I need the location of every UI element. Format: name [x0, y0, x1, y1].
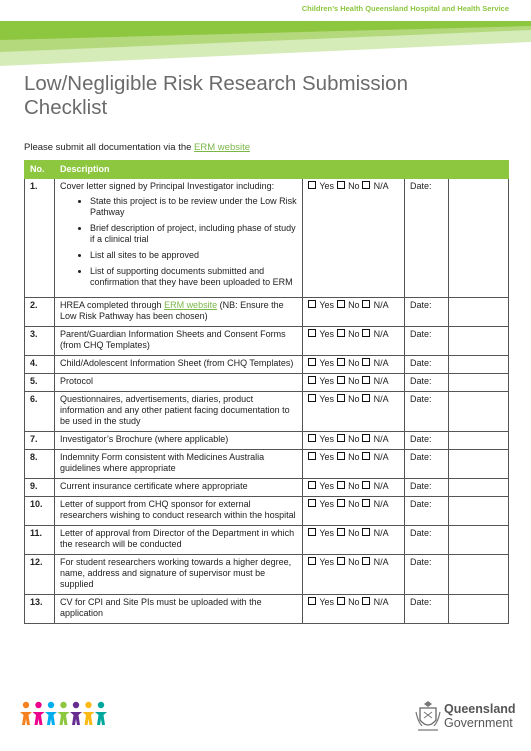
- item-number: 6.: [25, 392, 55, 432]
- description-text: Letter of support from CHQ sponsor for external researchers wishing to conduct research within the hospital: [60, 499, 296, 520]
- na-checkbox[interactable]: [362, 394, 370, 402]
- no-label: No: [348, 394, 360, 404]
- person-figure-icon: [33, 702, 45, 725]
- item-description: [55, 374, 303, 392]
- table-row: [25, 450, 509, 479]
- table-row: [25, 497, 509, 526]
- checklist-table: [24, 160, 509, 624]
- description-text: For student researchers working towards a higher degree, name, address and signature of supervisor must be supplied: [60, 557, 292, 589]
- description-text: Letter of approval from Director of the Department in which the research will be conducted: [60, 528, 295, 549]
- yes-label: Yes: [319, 358, 335, 368]
- description-text: CV for CPI and Site PIs must be uploaded with the application: [60, 597, 262, 618]
- na-label: N/A: [373, 394, 389, 404]
- response-options: [303, 555, 405, 595]
- item-number: 9.: [25, 479, 55, 497]
- description-text: Current insurance certificate where appropriate: [60, 481, 248, 491]
- person-figure-icon: [58, 702, 70, 725]
- item-description: [55, 450, 303, 479]
- date-label: Date:: [405, 497, 449, 526]
- na-checkbox[interactable]: [362, 499, 370, 507]
- response-options: [303, 374, 405, 392]
- list-item: • List all sites to be approved: [90, 250, 298, 261]
- table-row: [25, 298, 509, 327]
- na-label: N/A: [373, 434, 389, 444]
- no-label: No: [348, 597, 360, 607]
- yes-checkbox[interactable]: [308, 376, 316, 384]
- response-options: [303, 595, 405, 624]
- response-options: [303, 179, 405, 298]
- item-number: 12.: [25, 555, 55, 595]
- item-number: 1.: [25, 179, 55, 298]
- date-entry-cell[interactable]: [449, 450, 509, 479]
- yes-label: Yes: [319, 481, 335, 491]
- na-label: N/A: [373, 300, 389, 310]
- yes-checkbox[interactable]: [308, 329, 316, 337]
- coat-of-arms-icon: [414, 700, 442, 734]
- no-label: No: [348, 376, 360, 386]
- na-checkbox[interactable]: [362, 358, 370, 366]
- header-description: Description: [55, 161, 509, 179]
- date-label: Date:: [405, 298, 449, 327]
- no-label: No: [348, 434, 360, 444]
- na-checkbox[interactable]: [362, 181, 370, 189]
- table-row: [25, 526, 509, 555]
- table-row: [25, 479, 509, 497]
- header-band: [0, 0, 531, 66]
- date-entry-cell[interactable]: [449, 555, 509, 595]
- table-row: [25, 179, 509, 298]
- table-row: [25, 432, 509, 450]
- na-label: N/A: [373, 481, 389, 491]
- no-checkbox[interactable]: [337, 358, 345, 366]
- intro-sentence: Please submit all documentation via the: [24, 142, 195, 153]
- date-entry-cell[interactable]: [449, 497, 509, 526]
- response-options: [303, 479, 405, 497]
- date-entry-cell[interactable]: [449, 374, 509, 392]
- table-row: [25, 392, 509, 432]
- date-label: Date:: [405, 479, 449, 497]
- item-description: [55, 479, 303, 497]
- yes-label: Yes: [319, 376, 335, 386]
- description-text: HREA completed through: [60, 300, 165, 310]
- yes-checkbox[interactable]: [308, 481, 316, 489]
- item-number: 13.: [25, 595, 55, 624]
- na-label: N/A: [373, 376, 389, 386]
- yes-label: Yes: [319, 181, 335, 191]
- yes-label: Yes: [319, 452, 335, 462]
- description-text: Questionnaires, advertisements, diaries, product information and any other patient facing documentation to be used in the study: [60, 394, 290, 426]
- response-options: [303, 432, 405, 450]
- cover-letter-requirements-list: [60, 196, 298, 288]
- no-checkbox[interactable]: [337, 528, 345, 536]
- na-checkbox[interactable]: [362, 452, 370, 460]
- no-label: No: [348, 557, 360, 567]
- person-figure-icon: [95, 702, 107, 725]
- yes-checkbox[interactable]: [308, 300, 316, 308]
- date-label: Date:: [405, 374, 449, 392]
- no-label: No: [348, 481, 360, 491]
- queensland-government-logo: [414, 700, 514, 736]
- description-note: (NB: Ensure the Low Risk Pathway has been chosen): [60, 300, 284, 321]
- date-entry-cell[interactable]: [449, 526, 509, 555]
- person-figure-icon: [20, 702, 32, 725]
- description-text: Protocol: [60, 376, 94, 386]
- no-checkbox[interactable]: [337, 394, 345, 402]
- no-checkbox[interactable]: [337, 481, 345, 489]
- response-options: [303, 356, 405, 374]
- yes-label: Yes: [319, 394, 335, 404]
- page-title: Low/Negligible Risk Research Submission Checklist: [24, 72, 408, 119]
- response-options: [303, 298, 405, 327]
- no-checkbox[interactable]: [337, 452, 345, 460]
- no-label: No: [348, 181, 360, 191]
- header-no: No.: [25, 161, 55, 179]
- yes-label: Yes: [319, 499, 335, 509]
- yes-label: Yes: [319, 597, 335, 607]
- item-description: [55, 526, 303, 555]
- date-label: Date:: [405, 356, 449, 374]
- table-row: [25, 356, 509, 374]
- na-checkbox[interactable]: [362, 481, 370, 489]
- description-text: Indemnity Form consistent with Medicines Australia guidelines where appropriate: [60, 452, 265, 473]
- intro-text: [24, 142, 250, 153]
- na-checkbox[interactable]: [362, 376, 370, 384]
- item-number: 11.: [25, 526, 55, 555]
- yes-checkbox[interactable]: [308, 394, 316, 402]
- date-entry-cell[interactable]: [449, 356, 509, 374]
- no-checkbox[interactable]: [337, 597, 345, 605]
- date-entry-cell[interactable]: [449, 479, 509, 497]
- item-description: [55, 432, 303, 450]
- no-checkbox[interactable]: [337, 181, 345, 189]
- yes-checkbox[interactable]: [308, 358, 316, 366]
- response-options: [303, 526, 405, 555]
- response-options: [303, 450, 405, 479]
- na-label: N/A: [373, 597, 389, 607]
- item-number: 4.: [25, 356, 55, 374]
- date-label: Date:: [405, 450, 449, 479]
- yes-checkbox[interactable]: [308, 181, 316, 189]
- erm-website-link[interactable]: ERM website: [164, 300, 218, 310]
- item-description: [55, 392, 303, 432]
- date-entry-cell[interactable]: [449, 179, 509, 298]
- table-row: [25, 595, 509, 624]
- item-description: [55, 179, 303, 298]
- date-label: Date:: [405, 555, 449, 595]
- person-figure-icon: [70, 702, 82, 725]
- date-entry-cell[interactable]: [449, 327, 509, 356]
- na-checkbox[interactable]: [362, 300, 370, 308]
- list-item: • Brief description of project, including phase of study if a clinical trial: [90, 223, 298, 245]
- na-checkbox[interactable]: [362, 329, 370, 337]
- description-text: Cover letter signed by Principal Investigator including:: [60, 181, 275, 191]
- yes-label: Yes: [319, 300, 335, 310]
- description-text: Investigator’s Brochure (where applicable): [60, 434, 229, 444]
- na-checkbox[interactable]: [362, 557, 370, 565]
- yes-label: Yes: [319, 528, 335, 538]
- no-label: No: [348, 528, 360, 538]
- na-label: N/A: [373, 557, 389, 567]
- item-number: 7.: [25, 432, 55, 450]
- response-options: [303, 497, 405, 526]
- na-label: N/A: [373, 329, 389, 339]
- description-text: Parent/Guardian Information Sheets and Consent Forms (from CHQ Templates): [60, 329, 286, 350]
- no-checkbox[interactable]: [337, 557, 345, 565]
- item-description: [55, 497, 303, 526]
- yes-checkbox[interactable]: [308, 452, 316, 460]
- item-number: 5.: [25, 374, 55, 392]
- na-label: N/A: [373, 181, 389, 191]
- item-description: [55, 327, 303, 356]
- no-checkbox[interactable]: [337, 434, 345, 442]
- yes-label: Yes: [319, 434, 335, 444]
- yes-checkbox[interactable]: [308, 499, 316, 507]
- no-checkbox[interactable]: [337, 329, 345, 337]
- erm-website-link[interactable]: ERM website: [194, 142, 251, 153]
- childrens-health-people-logo: [20, 700, 110, 726]
- item-description: [55, 555, 303, 595]
- response-options: [303, 392, 405, 432]
- list-item: • List of supporting documents submitted and confirmation that they have been uploaded to ERM: [90, 266, 298, 288]
- na-label: N/A: [373, 452, 389, 462]
- no-checkbox[interactable]: [337, 376, 345, 384]
- no-label: No: [348, 329, 360, 339]
- na-checkbox[interactable]: [362, 528, 370, 536]
- gov-name-line2: Government: [444, 716, 513, 730]
- person-figure-icon: [45, 702, 57, 725]
- organisation-name: Children’s Health Queensland Hospital and Health Service: [301, 4, 509, 13]
- date-label: Date:: [405, 327, 449, 356]
- no-label: No: [348, 358, 360, 368]
- no-label: No: [348, 300, 360, 310]
- date-entry-cell[interactable]: [449, 392, 509, 432]
- na-label: N/A: [373, 528, 389, 538]
- yes-checkbox[interactable]: [308, 557, 316, 565]
- yes-checkbox[interactable]: [308, 597, 316, 605]
- yes-label: Yes: [319, 329, 335, 339]
- yes-label: Yes: [319, 557, 335, 567]
- no-checkbox[interactable]: [337, 499, 345, 507]
- table-row: [25, 374, 509, 392]
- na-label: N/A: [373, 358, 389, 368]
- na-label: N/A: [373, 499, 389, 509]
- date-entry-cell[interactable]: [449, 595, 509, 624]
- gov-name-line1: Queensland: [444, 702, 516, 716]
- item-number: 10.: [25, 497, 55, 526]
- date-label: Date:: [405, 179, 449, 298]
- item-number: 8.: [25, 450, 55, 479]
- table-header-row: [25, 161, 509, 179]
- date-label: Date:: [405, 595, 449, 624]
- no-checkbox[interactable]: [337, 300, 345, 308]
- list-item: • State this project is to be review under the Low Risk Pathway: [90, 196, 298, 218]
- date-label: Date:: [405, 432, 449, 450]
- description-text: Child/Adolescent Information Sheet (from CHQ Templates): [60, 358, 294, 368]
- yes-checkbox[interactable]: [308, 434, 316, 442]
- no-label: No: [348, 452, 360, 462]
- person-figure-icon: [83, 702, 95, 725]
- item-description: [55, 356, 303, 374]
- response-options: [303, 327, 405, 356]
- item-number: 3.: [25, 327, 55, 356]
- item-description: [55, 595, 303, 624]
- no-label: No: [348, 499, 360, 509]
- na-checkbox[interactable]: [362, 434, 370, 442]
- item-description: [55, 298, 303, 327]
- item-number: 2.: [25, 298, 55, 327]
- date-entry-cell[interactable]: [449, 298, 509, 327]
- date-label: Date:: [405, 526, 449, 555]
- date-entry-cell[interactable]: [449, 432, 509, 450]
- yes-checkbox[interactable]: [308, 528, 316, 536]
- date-label: Date:: [405, 392, 449, 432]
- na-checkbox[interactable]: [362, 597, 370, 605]
- table-row: [25, 327, 509, 356]
- table-row: [25, 555, 509, 595]
